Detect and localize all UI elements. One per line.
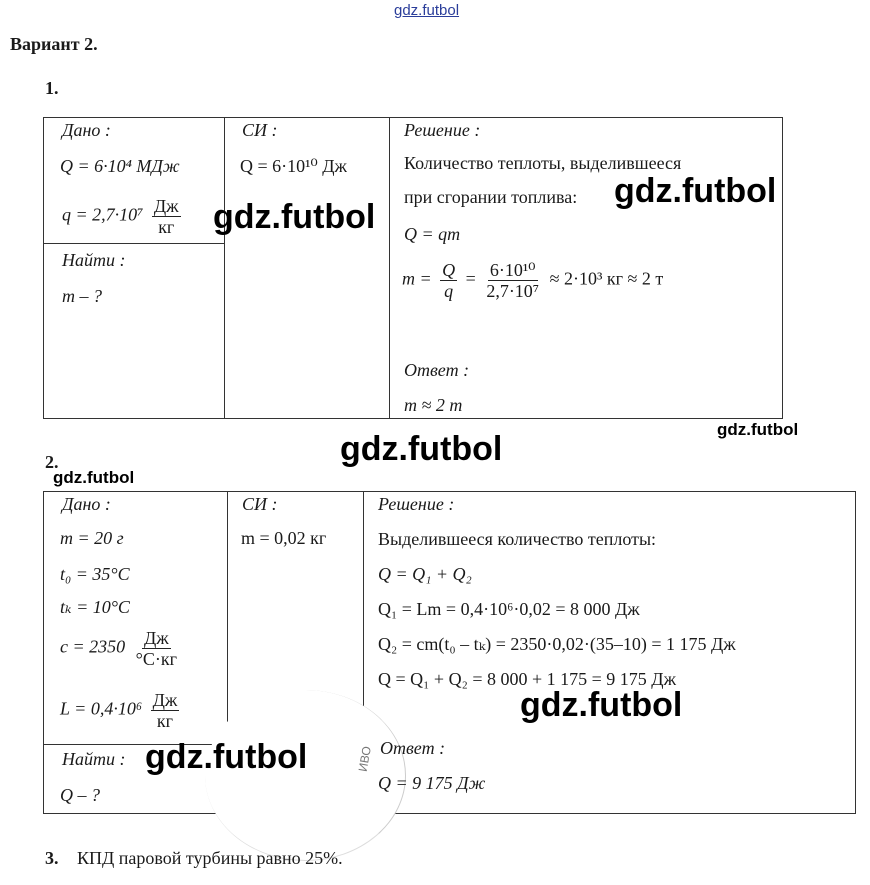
problem-1-divider-si [389,117,390,419]
p2-answer-label: Ответ : [380,738,446,758]
p2-find-Q: Q – ? [60,785,100,805]
p2-answer: Q = 9 175 Дж [378,773,486,793]
p2-given-L [60,690,183,731]
p1-given-q-value: q = 2,7·10⁷ [62,204,144,225]
watermark-2: gdz.futbol [213,198,376,236]
p1-si-label: СИ : [242,120,278,140]
problem-3 [45,848,343,869]
p2-given-L-unit-num: Дж [152,690,178,710]
p1-solution-line2: при сгорании топлива: [404,187,578,207]
problem-1-divider-given [224,117,225,419]
p1-answer-label: Ответ : [404,360,470,380]
p1-find-label: Найти : [62,250,126,270]
problem-3-number: 3. [45,848,59,868]
p1-solution-frac2 [484,260,541,301]
p2-given-c [60,628,183,669]
p2-given-t0: t₀ = 35°C [60,564,130,584]
p2-given-L-unit [151,690,180,731]
watermark-4: gdz.futbol [340,430,503,468]
p2-solution-f1: Q = Q₁ + Q₂ [378,564,472,584]
watermark-6: gdz.futbol [520,686,683,724]
p2-given-c-unit-num: Дж [143,628,169,648]
p1-solution-eq: = [465,268,476,289]
p2-given-L-unit-den: кг [156,711,174,731]
p1-solution-frac1 [440,260,457,301]
p2-given-tk: tₖ = 10°C [60,597,130,617]
problem-2-number: 2. [45,452,59,472]
p1-given-label: Дано : [62,120,111,140]
p2-given-m: m = 20 г [60,528,124,548]
p2-given-c-value: c = 2350 [60,636,126,657]
p1-given-q [62,196,185,237]
watermark-3: gdz.futbol [717,420,799,439]
p1-answer: m ≈ 2 т [404,395,463,415]
stamp-text: ИВО [355,745,374,773]
p1-given-q-unit [152,196,181,237]
p2-solution-f4: Q = Q₁ + Q₂ = 8 000 + 1 175 = 9 175 Дж [378,669,677,689]
p1-solution-frac2-den: 2,7·10⁷ [486,281,540,301]
p2-given-L-value: L = 0,4·10⁶ [60,698,143,719]
p1-solution-result: ≈ 2·10³ кг ≈ 2 т [549,268,664,289]
watermark-5: gdz.futbol [53,468,135,487]
p1-given-q-unit-den: кг [158,217,175,237]
p2-si-m: m = 0,02 кг [241,528,327,548]
p1-solution-label: Решение : [404,120,481,140]
p2-solution-f3: Q₂ = cm(t₀ – tₖ) = 2350·0,02·(35–10) = 1 175 Дж [378,634,736,654]
p1-given-q-unit-num: Дж [153,196,179,216]
p1-solution-frac2-num: 6·10¹⁰ [489,260,536,280]
p1-solution-formula: Q = qm [404,224,461,244]
problem-3-text: КПД паровой турбины равно 25%. [77,848,343,868]
p2-solution-line1: Выделившееся количество теплоты: [378,529,657,549]
p2-find-label: Найти : [62,749,126,769]
p2-si-label: СИ : [242,494,278,514]
watermark-1: gdz.futbol [614,172,777,210]
p1-si-Q: Q = 6·10¹⁰ Дж [240,156,347,176]
p1-given-Q: Q = 6·10⁴ МДж [60,156,180,176]
watermark-7: gdz.futbol [145,738,308,776]
p2-given-label: Дано : [62,494,111,514]
watermark-link-top[interactable]: gdz.futbol [394,2,460,19]
p1-solution-m: m = [402,268,432,289]
p2-given-c-unit [134,628,179,669]
p2-solution-f2: Q₁ = Lm = 0,4·10⁶·0,02 = 8 000 Дж [378,599,640,619]
problem-1-number: 1. [45,78,59,98]
p1-solution-line1: Количество теплоты, выделившееся [404,153,682,173]
p1-find-m: m – ? [62,286,102,306]
p2-solution-label: Решение : [378,494,455,514]
problem-1-divider-find [43,243,224,244]
p2-given-c-unit-den: °C·кг [135,649,177,669]
p1-solution-frac1-den: q [444,281,454,301]
variant-title: Вариант 2. [10,34,98,54]
p1-solution-mass [402,260,663,301]
p1-solution-frac1-num: Q [442,260,456,280]
